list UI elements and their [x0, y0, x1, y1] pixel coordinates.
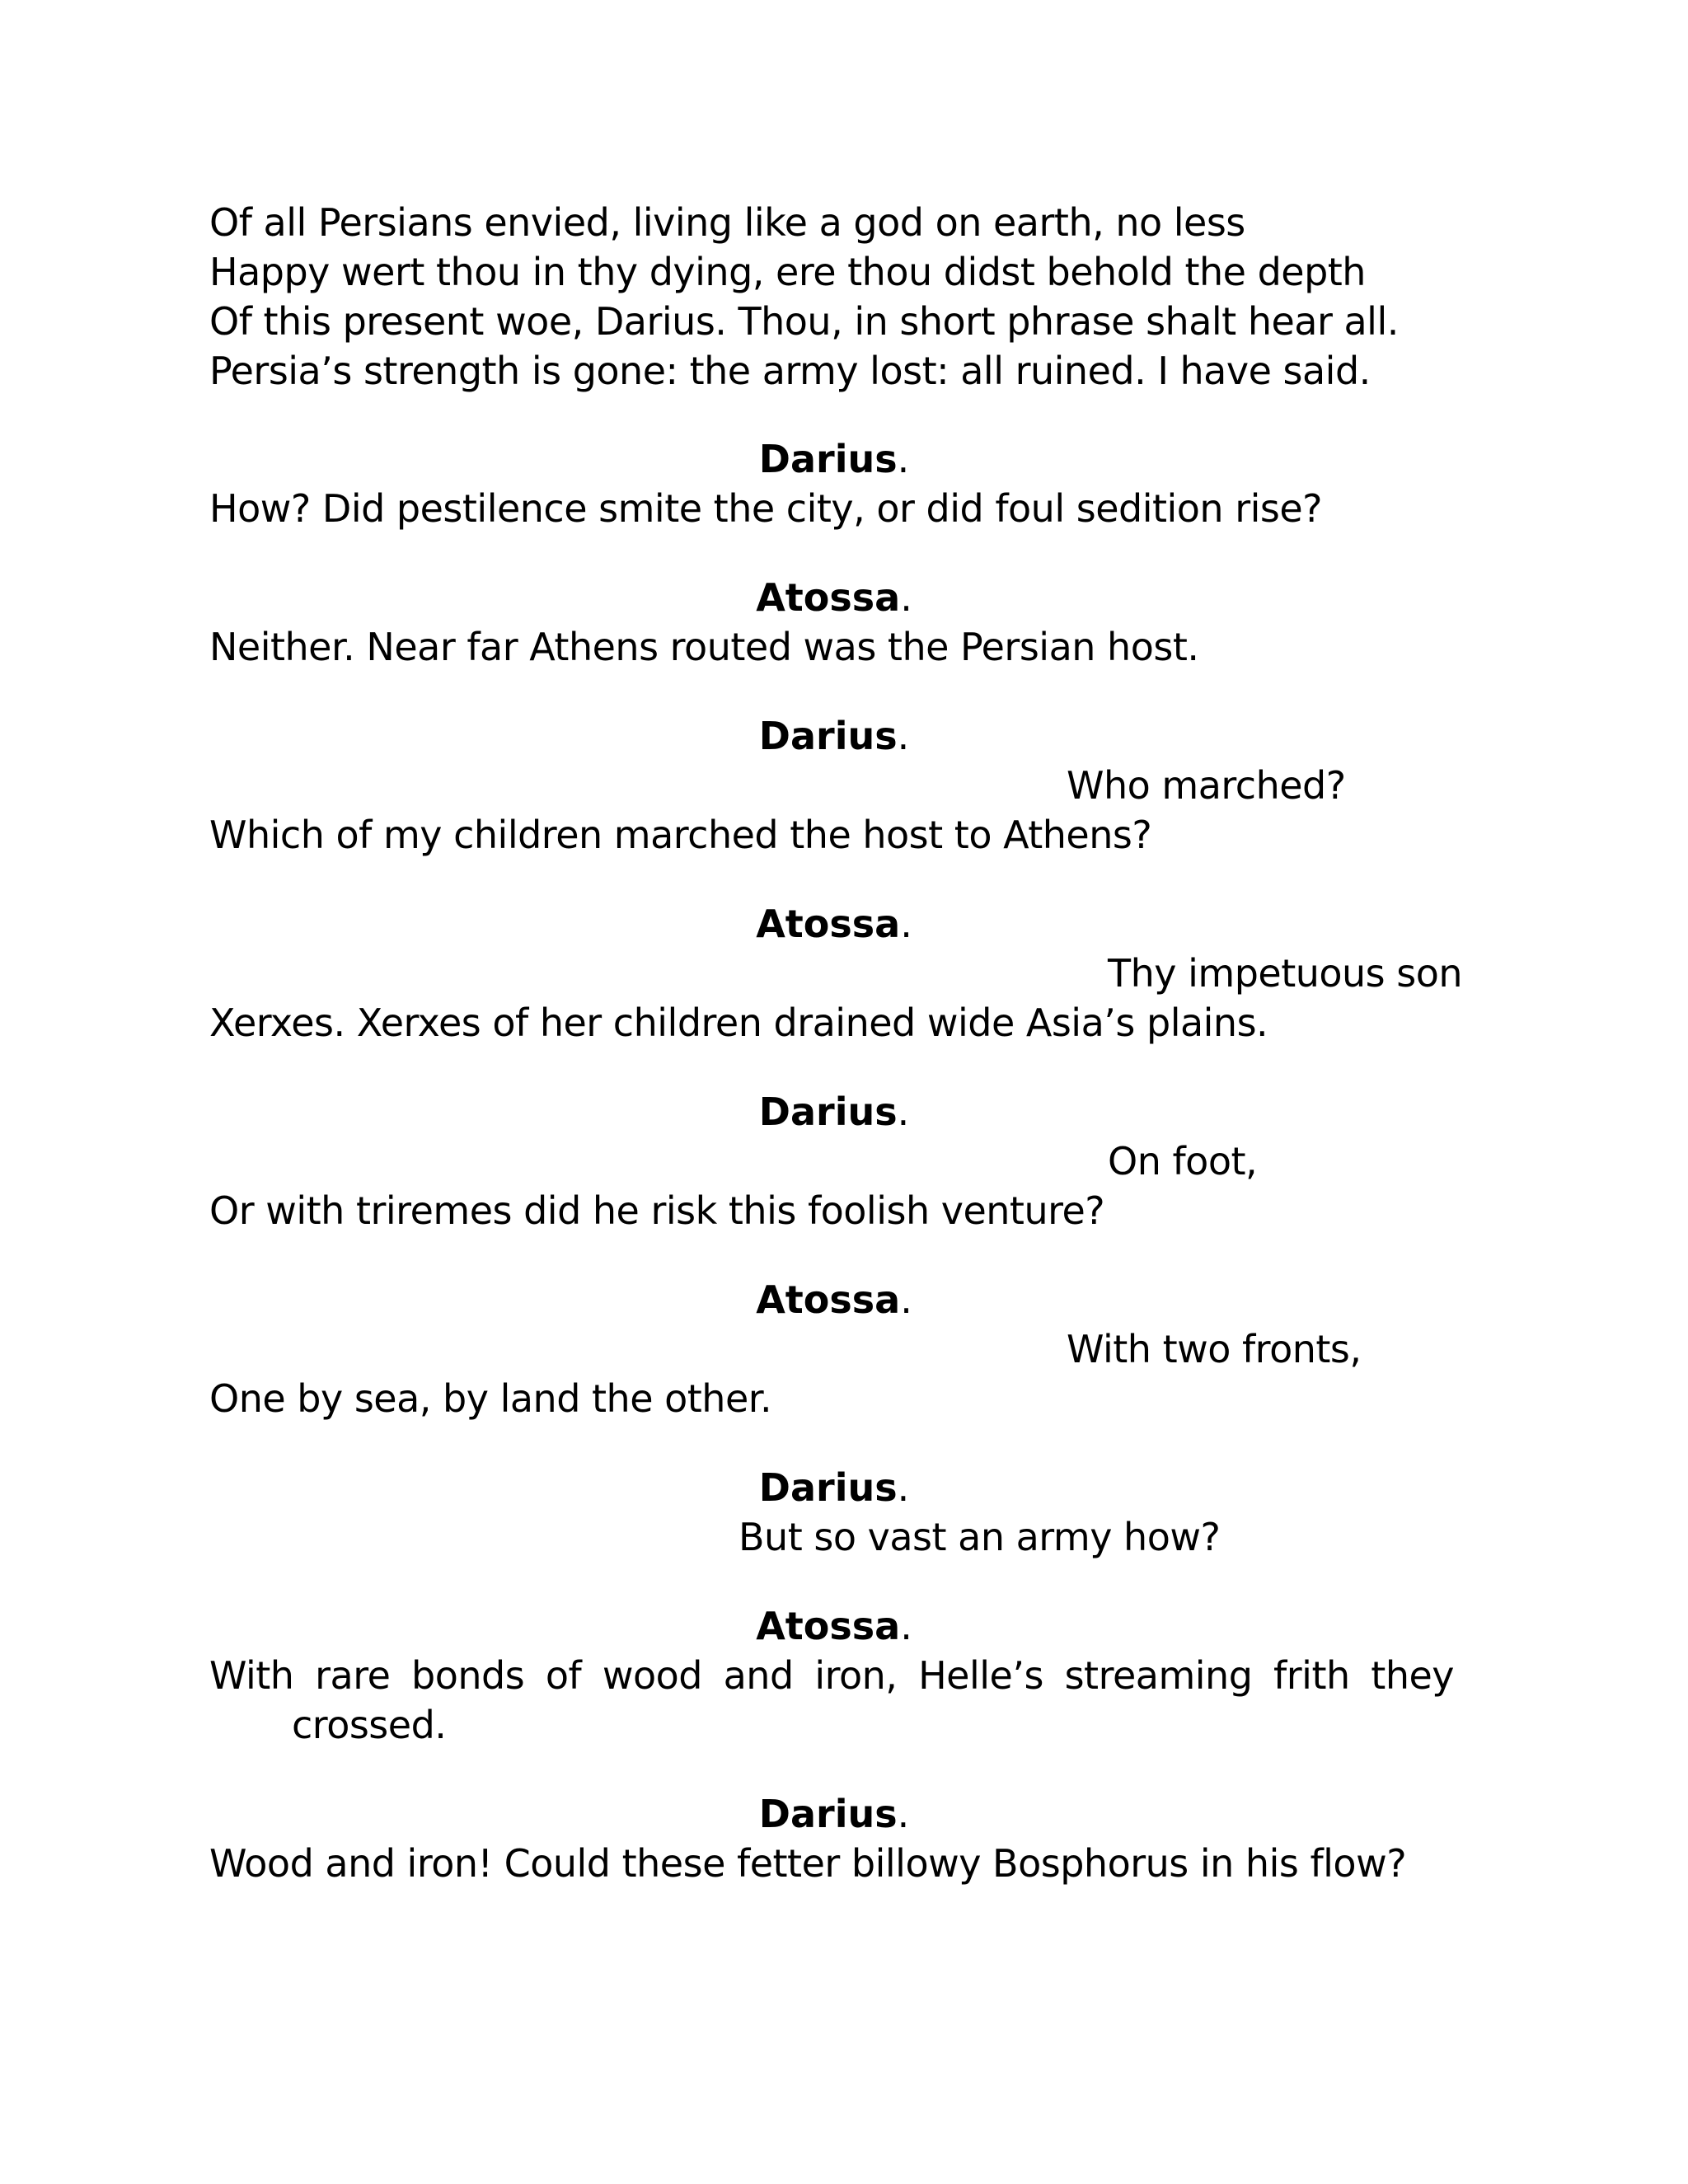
verse-line: Neither. Near far Athens routed was the Persian host.: [209, 625, 1199, 669]
speaker-heading: [759, 434, 909, 484]
verse-line: Of this present woe, Darius. Thou, in short phrase shalt hear all.: [209, 299, 1399, 344]
speaker-name: Darius: [758, 1792, 898, 1836]
speaker-name: Atossa: [756, 1277, 901, 1322]
speaker-heading: [759, 1789, 909, 1839]
speaker-heading: [756, 1601, 912, 1651]
speaker-punct: .: [897, 1090, 910, 1134]
speaker-punct: .: [897, 437, 910, 481]
verse-line: Of all Persians envied, living like a god on earth, no less: [209, 200, 1245, 245]
half-line: Who marched?: [1067, 763, 1346, 808]
speaker-heading: [759, 1087, 909, 1137]
speaker-heading: [756, 1275, 912, 1324]
speaker-name: Darius: [758, 714, 898, 758]
speaker-heading: [759, 1463, 909, 1512]
verse-line: Happy wert thou in thy dying, ere thou didst behold the depth: [209, 250, 1366, 294]
speaker-name: Darius: [758, 437, 898, 481]
speaker-punct: .: [897, 1792, 910, 1836]
speaker-punct: .: [897, 714, 910, 758]
verse-line: Wood and iron! Could these fetter billowy Bosphorus in his flow?: [209, 1841, 1407, 1886]
verse-line: Xerxes. Xerxes of her children drained wide Asia’s plains.: [209, 1001, 1268, 1045]
speaker-heading: [756, 899, 912, 949]
verse-line-justified: With rare bonds of wood and iron, Helle’s streaming frith they: [209, 1653, 1454, 1698]
half-line: With two fronts,: [1067, 1327, 1362, 1371]
speaker-punct: .: [900, 1277, 912, 1322]
speaker-heading: [756, 573, 912, 622]
speaker-punct: .: [900, 902, 912, 946]
half-line: Thy impetuous son: [1108, 951, 1463, 996]
half-line: On foot,: [1108, 1139, 1258, 1183]
speaker-name: Atossa: [756, 902, 901, 946]
speaker-name: Darius: [758, 1090, 898, 1134]
verse-line: How? Did pestilence smite the city, or did foul sedition rise?: [209, 486, 1323, 531]
speaker-punct: .: [900, 575, 912, 620]
verse-line: Persia’s strength is gone: the army lost: all ruined. I have said.: [209, 349, 1371, 393]
speaker-punct: .: [897, 1465, 910, 1510]
speaker-heading: [759, 711, 909, 761]
speaker-name: Atossa: [756, 1604, 901, 1648]
speaker-punct: .: [900, 1604, 912, 1648]
speaker-name: Darius: [758, 1465, 898, 1510]
half-line: But so vast an army how?: [738, 1515, 1221, 1559]
verse-line: Which of my children marched the host to Athens?: [209, 813, 1152, 857]
verse-line: One by sea, by land the other.: [209, 1376, 772, 1421]
verse-line: Or with triremes did he risk this foolish venture?: [209, 1188, 1105, 1233]
speaker-name: Atossa: [756, 575, 901, 620]
verse-line-continuation: crossed.: [292, 1703, 447, 1747]
